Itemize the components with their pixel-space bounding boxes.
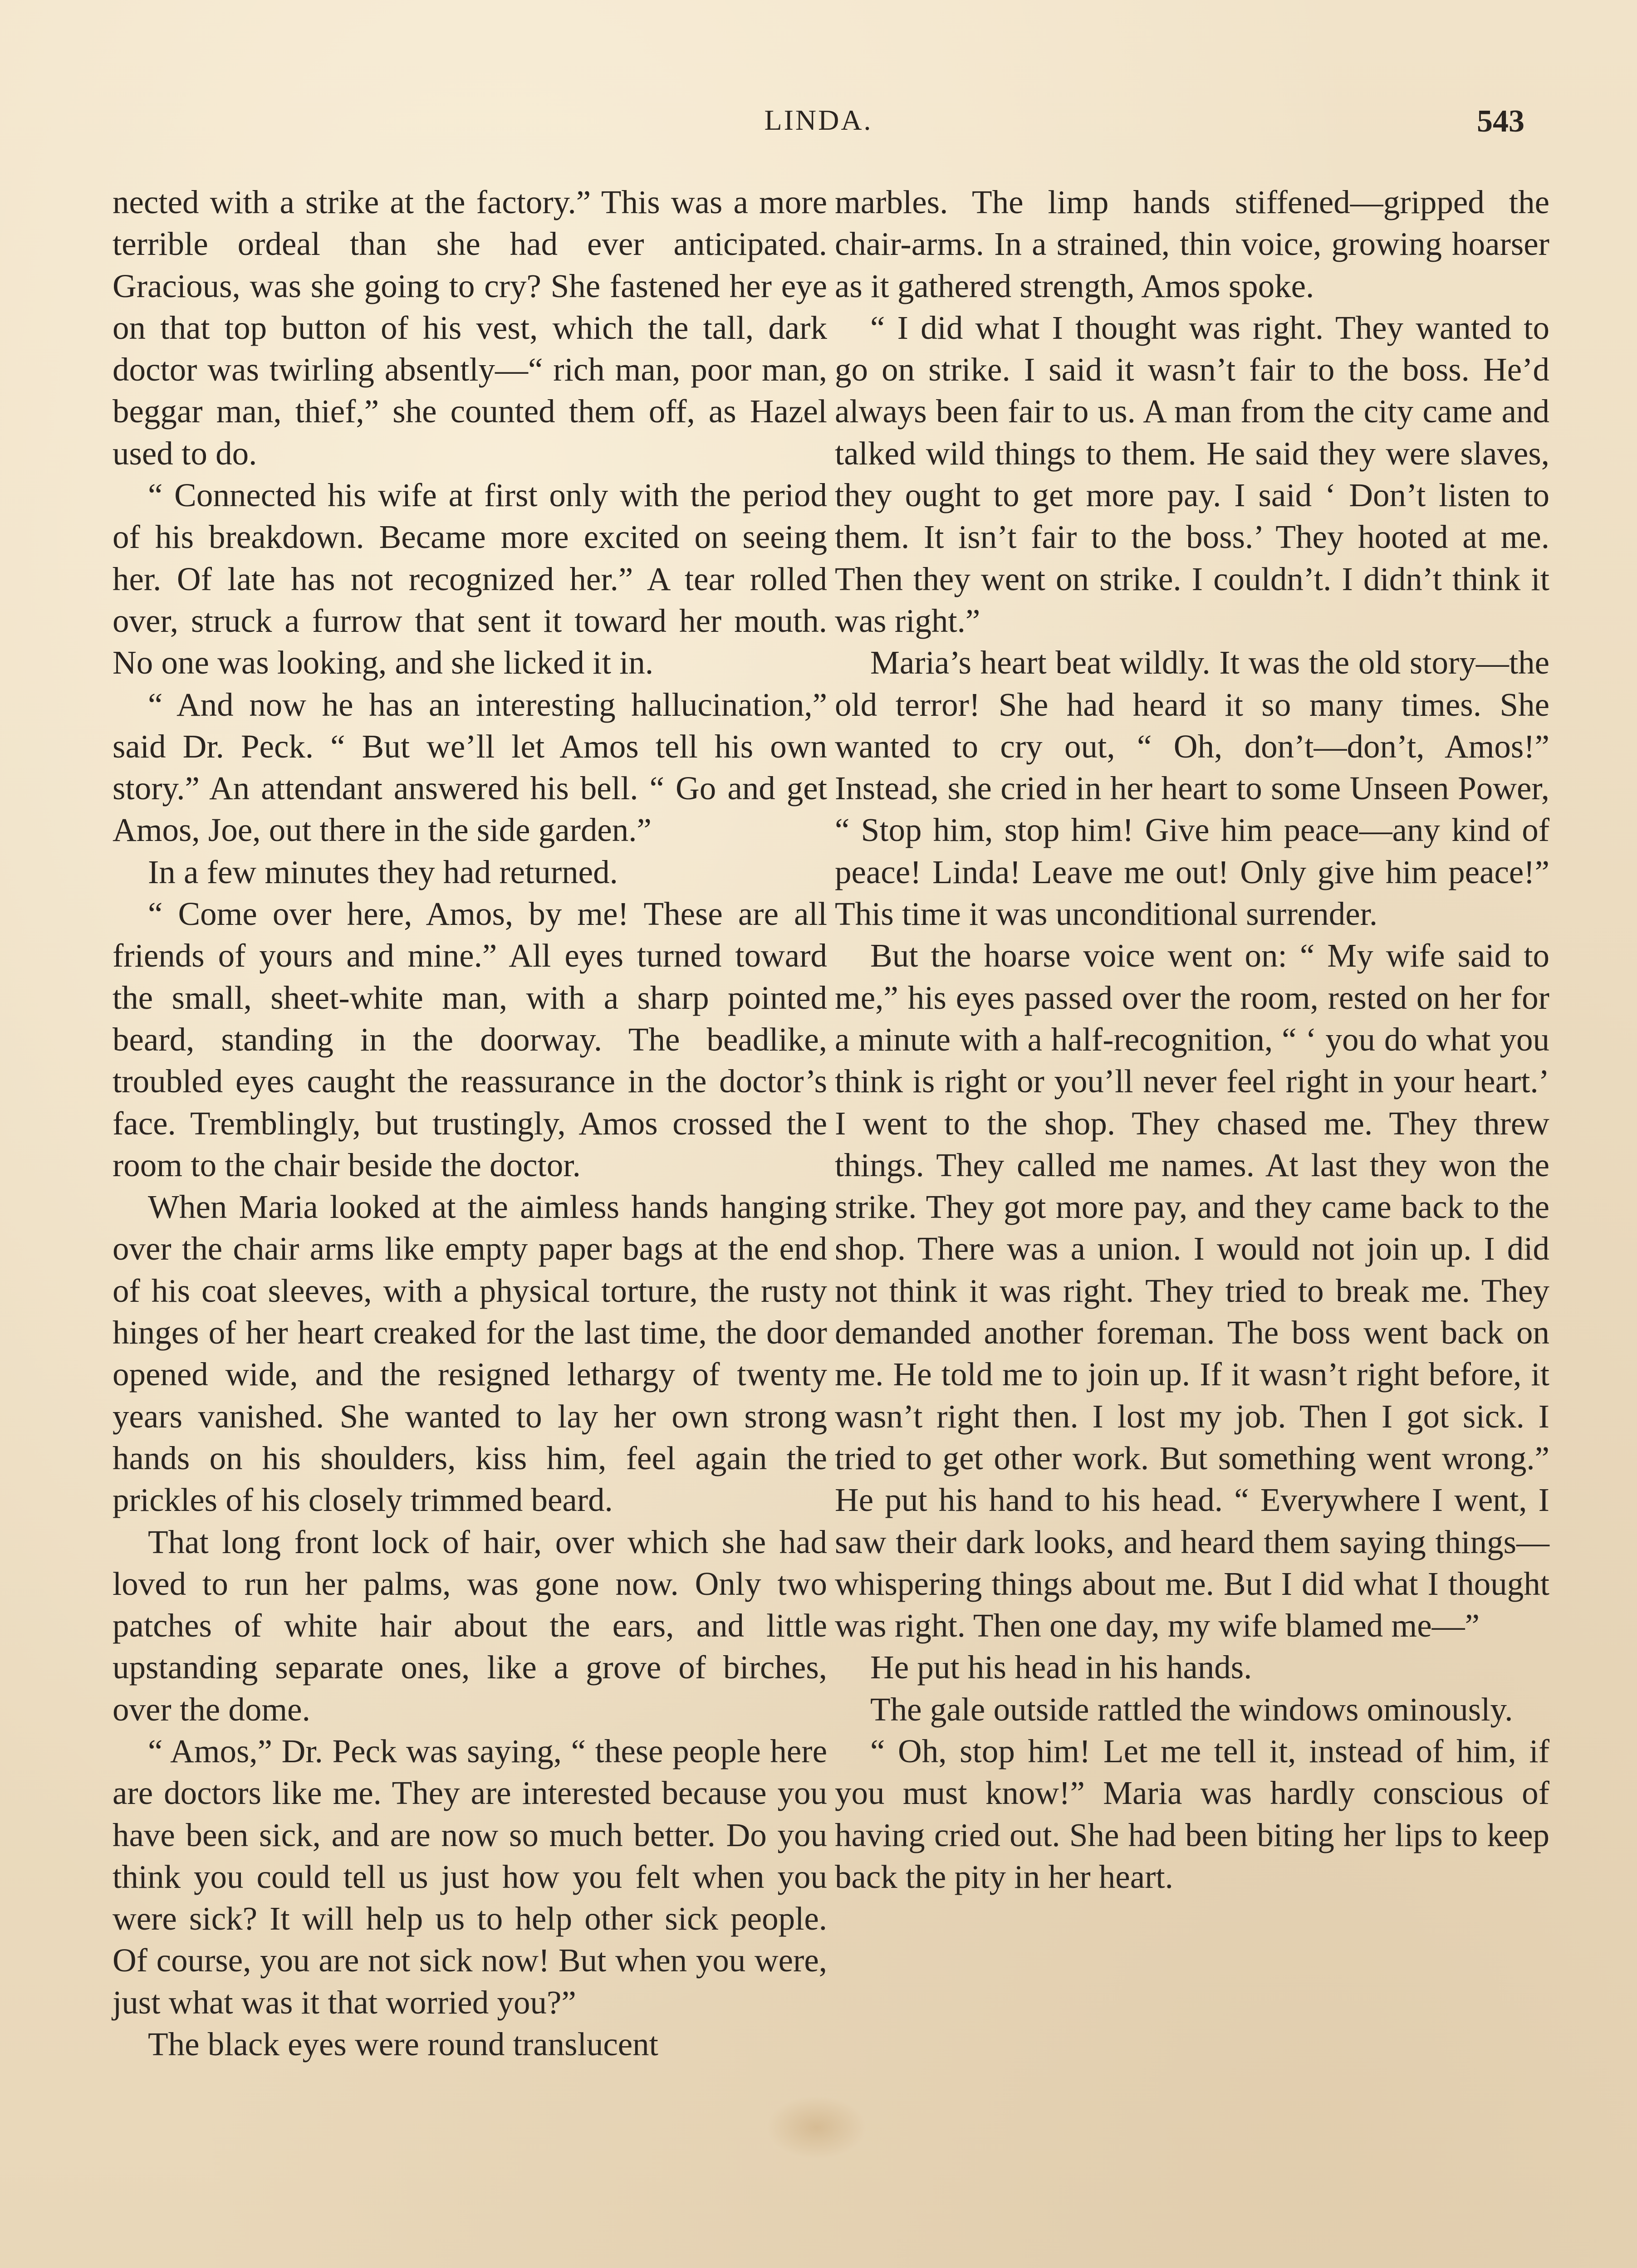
left-column: [113, 181, 827, 2065]
paragraph: “ Amos,” Dr. Peck was saying, “ these people here are doctors like me. They are interested because you have been sick, and are now so much better. Do you think you could tell us just how you felt when you were sick? It will help us to help other sick people. Of course, you are not sick now! But when you were, just what was it that worried you?”: [113, 1732, 827, 2021]
paper-stain: [767, 2096, 867, 2159]
paragraph: “ Come over here, Amos, by me! These are all friends of yours and mine.” All eyes turned toward the small, sheet-white man, with a sharp pointed beard, standing in the doorway. The beadlike, troubled eyes caught the reassurance in the doctor’s face. Tremblingly, but trustingly, Amos crossed the room to the chair beside the doctor.: [113, 895, 827, 1183]
paragraph: “ And now he has an interesting hallucination,” said Dr. Peck. “ But we’ll let Amos tell his own story.” An attendant answered his bell. “ Go and get Amos, Joe, out there in the side garden.”: [113, 686, 827, 849]
right-column: [835, 181, 1549, 1898]
paragraph: He put his head in his hands.: [870, 1649, 1252, 1686]
paragraph: The black eyes were round translucent: [148, 2026, 658, 2063]
paragraph: The gale outside rattled the windows ominously.: [870, 1691, 1513, 1728]
paragraph: But the hoarse voice went on: “ My wife said to me,” his eyes passed over the room, rested on her for a minute with a half-recognition, “ ‘ you do what you think is right or you’ll never feel right in your heart.’ I went to the shop. They chased me. They threw things. They called me names. At last they won the strike. They got more pay, and they came back to the shop. There was a union. I would not join up. I did not think it was right. They tried to break me. They demanded another foreman. The boss went back on me. He told me to join up. If it wasn’t right before, it wasn’t right then. I lost my job. Then I got sick. I tried to get other work. But something went wrong.” He put his hand to his head. “ Everywhere I went, I saw their dark looks, and heard them saying things—whispering things about me. But I did what I thought was right. Then one day, my wife blamed me—”: [835, 937, 1549, 1644]
paragraph: “ Connected his wife at first only with the period of his breakdown. Became more excited on seeing her. Of late has not recognized her.” A tear rolled over, struck a furrow that sent it toward her mouth. No one was looking, and she licked it in.: [113, 477, 827, 681]
paragraph: “ Oh, stop him! Let me tell it, instead of him, if you must know!” Maria was hardly conscious of having cried out. She had been biting her lips to keep back the pity in her heart.: [835, 1732, 1549, 1895]
paragraph: nected with a strike at the factory.” This was a more terrible ordeal than she had ever anticipated. Gracious, was she going to cry? She fastened her eye on that top button of his vest, which the tall, dark doctor was twirling absently—“ rich man, poor man, beggar man, thief,” she counted them off, as Hazel used to do.: [113, 184, 827, 472]
paragraph: When Maria looked at the aimless hands hanging over the chair arms like empty paper bags at the end of his coat sleeves, with a physical torture, the rusty hinges of her heart creaked for the last time, the door opened wide, and the resigned lethargy of twenty years vanished. She wanted to lay her own strong hands on his shoulders, kiss him, feel again the prickles of his closely trimmed beard.: [113, 1188, 827, 1519]
paragraph: Maria’s heart beat wildly. It was the old story—the old terror! She had heard it so many times. She wanted to cry out, “ Oh, don’t—don’t, Amos!” Instead, she cried in her heart to some Unseen Power, “ Stop him, stop him! Give him peace—any kind of peace! Linda! Leave me out! Only give him peace!” This time it was unconditional surrender.: [835, 644, 1549, 933]
running-title: LINDA.: [764, 104, 873, 136]
paragraph: “ I did what I thought was right. They wanted to go on strike. I said it wasn’t fair to the boss. He’d always been fair to us. A man from the city came and talked wild things to them. He said they were slaves, they ought to get more pay. I said ‘ Don’t listen to them. It isn’t fair to the boss.’ They hooted at me. Then they went on strike. I couldn’t. I didn’t think it was right.”: [835, 309, 1549, 639]
paragraph: marbles. The limp hands stiffened—gripped the chair-arms. In a strained, thin voice, growing hoarser as it gathered strength, Amos spoke.: [835, 184, 1549, 304]
paragraph: In a few minutes they had returned.: [148, 853, 618, 890]
page-number: 543: [1477, 104, 1524, 139]
paragraph: That long front lock of hair, over which she had loved to run her palms, was gone now. Only two patches of white hair about the ears, and little upstanding separate ones, like a grove of birches, over the dome.: [113, 1523, 827, 1728]
